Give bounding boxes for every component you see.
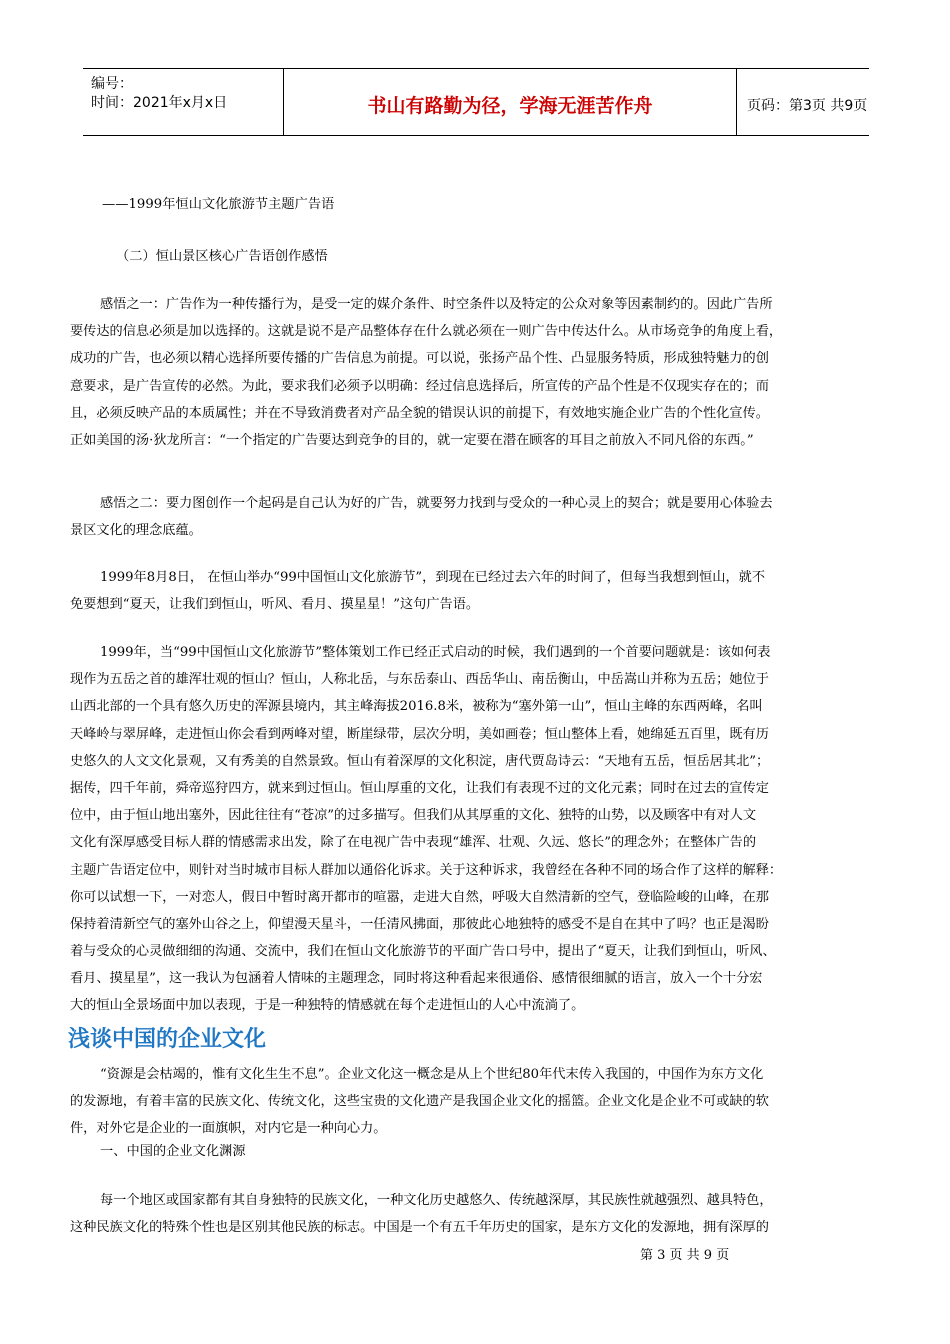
header-right-cell [737, 69, 869, 135]
subheading: （二）恒山景区核心广告语创作感悟 [116, 249, 328, 264]
tagline: ——1999年恒山文化旅游节主题广告语 [102, 197, 335, 212]
paragraph-line: 景区文化的理念底蕴。 [70, 523, 202, 539]
page-footer: 第 3 页 共 9 页 [640, 1248, 730, 1263]
paragraph-line: 感悟之一：广告作为一种传播行为，是受一定的媒介条件、时空条件以及特定的公众对象等因素制约的。因此广告所 [100, 297, 773, 312]
paragraph-line: 每一个地区或国家都有其自身独特的民族文化，一种文化历史越悠久、传统越深厚，其民族性就越强烈、越具特色， [100, 1193, 773, 1208]
paragraph-hengshan-story [70, 639, 884, 1020]
paragraph-line: 大的恒山全景场面中加以表现，于是一种独特的情感就在每个走进恒山的人心中流淌了。 [70, 998, 585, 1014]
header-page-code: 页码：第3页 共9页 [747, 98, 868, 114]
paragraph-line: 感悟之二：要力图创作一个起码是自己认为好的广告，就要努力找到与受众的一种心灵上的契合；就是要用心体验去 [100, 496, 773, 511]
paragraph-line: 且，必须反映产品的本质属性；并在不导致消费者对产品全貌的错误认识的前提下，有效地实施企业广告的个性化宣传。 [70, 405, 769, 421]
paragraph-line: 史悠久的人文文化景观，又有秀美的自然景致。恒山有着深厚的文化积淀，唐代贾岛诗云：“天地有五岳，恒岳居其北”； [70, 753, 770, 769]
paragraph-line: 的发源地，有着丰富的民族文化、传统文化，这些宝贵的文化遗产是我国企业文化的摇篮。企业文化是企业不可或缺的软 [70, 1094, 769, 1110]
header-motto-cell [283, 69, 737, 135]
paragraph-insight-two [70, 490, 884, 544]
paragraph-line: 这种民族文化的特殊个性也是区别其他民族的标志。中国是一个有五千年历史的国家，是东方文化的发源地，拥有深厚的 [70, 1220, 769, 1236]
paragraph-line: 山西北部的一个具有悠久历史的浑源县境内，其主峰海拔2016.8米，被称为“塞外第一山”，恒山主峰的东西两峰，名叫 [70, 699, 763, 715]
paragraph-line: 现作为五岳之首的雄浑壮观的恒山？恒山，人称北岳，与东岳泰山、西岳华山、南岳衡山，中岳嵩山并称为五岳；她位于 [70, 672, 769, 688]
header-motto: 书山有路勤为径，学海无涯苦作舟 [367, 95, 653, 117]
paragraph-line: “资源是会枯竭的，惟有文化生生不息”。企业文化这一概念是从上个世纪80年代末传入我国的，中国作为东方文化 [100, 1067, 764, 1082]
paragraph-line: 1999年，当“99中国恒山文化旅游节”整体策划工作已经正式启动的时候，我们遇到的一个首要问题就是：该如何表 [100, 645, 771, 660]
paragraph-line: 成功的广告，也必须以精心选择所要传播的广告信息为前提。可以说，张扬产品个性、凸显服务特质，形成独特魅力的创 [70, 351, 769, 367]
paragraph-line: 据传，四千年前，舜帝巡狩四方，就来到过恒山。恒山厚重的文化，让我们有表现不过的文化元素；同时在过去的宣传定 [70, 780, 769, 796]
section-title: 浅谈中国的企业文化 [68, 1027, 267, 1052]
paragraph-line: 着与受众的心灵做细细的沟通、交流中，我们在恒山文化旅游节的平面广告口号中，提出了“夏天，让我们到恒山，听风、 [70, 944, 776, 960]
paragraph-line: 位中，由于恒山地出塞外，因此往往有“苍凉”的过多描写。但我们从其厚重的文化、独特的山势，以及顾客中有对人文 [70, 808, 757, 824]
paragraph-corporate-culture-intro [70, 1061, 884, 1143]
paragraph-line: 正如美国的汤·狄龙所言：“一个指定的广告要达到竞争的目的，就一定要在潜在顾客的耳目之前放入不同凡俗的东西。” [70, 432, 754, 448]
paragraph-insight-one [70, 291, 884, 454]
paragraph-national-culture [70, 1187, 884, 1241]
paragraph-line: 天峰岭与翠屏峰，走进恒山你会看到两峰对望，断崖绿带，层次分明，美如画卷；恒山整体上看，她绵延五百里，既有历 [70, 726, 769, 742]
paragraph-line: 1999年8月8日， 在恒山举办“99中国恒山文化旅游节”，到现在已经过去六年的时间了，但每当我想到恒山，就不 [100, 570, 766, 585]
paragraph-line: 要传达的信息必须是加以选择的。这就是说不是产品整体存在什么就必须在一则广告中传达什么。从市场竞争的角度上看， [70, 324, 783, 340]
paragraph-line: 看月、摸星星”，这一我认为包涵着人情味的主题理念，同时将这种看起来很通俗、感情很细腻的语言，放入一个十分宏 [70, 971, 763, 987]
page-header [83, 68, 869, 136]
paragraph-line: 件，对外它是企业的一面旗帜，对内它是一种向心力。 [70, 1121, 387, 1137]
paragraph-festival-date [70, 564, 884, 618]
document-time-label: 时间：2021年x月x日 [91, 95, 228, 111]
document-number-label: 编号： [91, 76, 133, 92]
subheading-origins: 一、中国的企业文化渊源 [100, 1144, 246, 1159]
header-left-cell [83, 69, 283, 135]
paragraph-line: 你可以试想一下，一对恋人，假日中暂时离开都市的喧嚣，走进大自然，呼吸大自然清新的空气，登临险峻的山峰，在那 [70, 889, 769, 905]
paragraph-line: 免要想到“夏天，让我们到恒山，听风、看月、摸星星！”这句广告语。 [70, 597, 480, 613]
paragraph-line: 意要求，是广告宣传的必然。为此，要求我们必须予以明确：经过信息选择后，所宣传的产品个性是不仅现实存在的；而 [70, 378, 769, 394]
paragraph-line: 保持着清新空气的塞外山谷之上，仰望漫天星斗，一任清风拂面，那彼此心地独特的感受不是自在其中了吗？也正是渴盼 [70, 916, 769, 932]
paragraph-line: 主题广告语定位中，则针对当时城市目标人群加以通俗化诉求。关于这种诉求，我曾经在各种不同的场合作了这样的解释： [70, 862, 783, 878]
paragraph-line: 文化有深厚感受目标人群的情感需求出发，除了在电视广告中表现“雄浑、壮观、久远、悠长”的理念外；在整体广告的 [70, 835, 757, 851]
